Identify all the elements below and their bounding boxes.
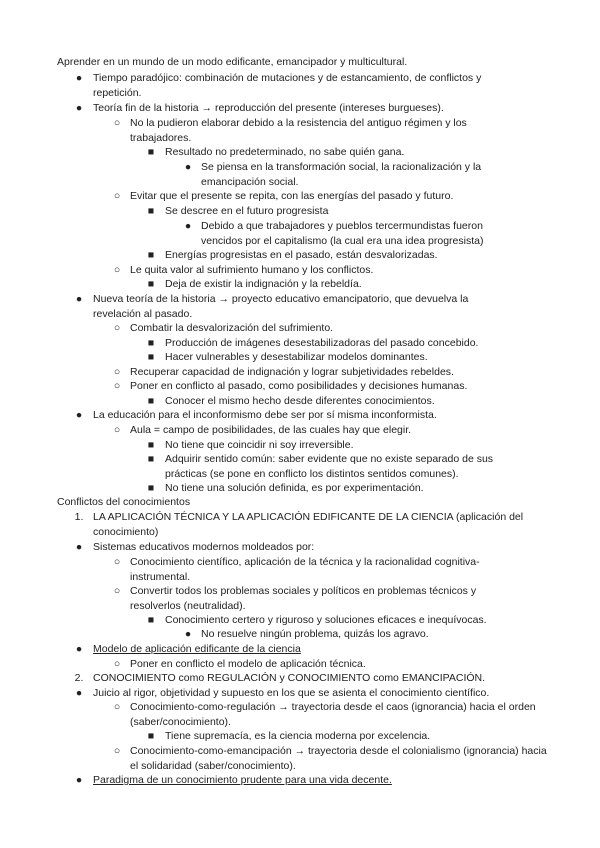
list-item-text: Combatir la desvalorización del sufrimiento. (130, 322, 334, 334)
bullet-marker: ■ (147, 395, 155, 407)
list-item-text: No tiene que coincidir ni soy irreversible. (165, 439, 354, 451)
list-item-text: Conocer el mismo hecho desde diferentes conocimientos. (165, 395, 435, 407)
list-item-text: Teoría fin de la historia → reproducción del presente (intereses burgueses). (93, 102, 444, 114)
bullet-marker: ● (75, 643, 83, 655)
list-item-text: Juicio al rigor, objetividad y supuesto en los que se asienta el conocimiento científico. (93, 687, 490, 699)
bullet-marker: ○ (113, 701, 121, 713)
list-item-text: Nueva teoría de la historia → proyecto educativo emancipatorio, que devuelva la revelación al pasado. (93, 293, 469, 320)
bullet-marker: ■ (147, 278, 155, 290)
paragraph-text: Aprender en un mundo de un modo edificante, emancipador y multicultural. (57, 56, 408, 68)
bullet-marker: ● (75, 774, 83, 786)
bullet-marker: ● (75, 541, 83, 553)
list-item-text: Paradigma de un conocimiento prudente para una vida decente. (93, 774, 392, 786)
bullet-marker: ● (184, 628, 192, 640)
list-item-text: Convertir todos los problemas sociales y políticos en problemas técnicos y resolverlos (neutralidad). (130, 585, 477, 612)
bullet-marker: ■ (147, 146, 155, 158)
list-item-text: Le quita valor al sufrimiento humano y los conflictos. (130, 264, 374, 276)
bullet-marker: ■ (147, 614, 155, 626)
bullet-marker: ■ (147, 482, 155, 494)
bullet-marker: ■ (147, 337, 155, 349)
list-item-text: Se piensa en la transformación social, la racionalización y la emancipación social. (201, 161, 482, 188)
bullet-marker: ● (184, 161, 192, 173)
numbered-item-text: CONOCIMIENTO como REGULACIÓN y CONOCIMIENTO como EMANCIPACIÓN. (93, 672, 486, 684)
bullet-marker: ○ (113, 556, 121, 568)
list-item-text: Producción de imágenes desestabilizadoras del pasado concebido. (165, 337, 479, 349)
bullet-marker: ■ (147, 205, 155, 217)
numbered-item-text: LA APLICACIÓN TÉCNICA Y LA APLICACIÓN EDIFICANTE DE LA CIENCIA (aplicación del conocimiento) (93, 511, 524, 538)
bullet-marker: ○ (113, 322, 121, 334)
bullet-marker: ● (75, 687, 83, 699)
bullet-marker: ■ (147, 351, 155, 363)
bullet-marker: ■ (147, 249, 155, 261)
bullet-marker: ○ (113, 745, 121, 757)
bullet-marker: ○ (113, 190, 121, 202)
list-item-text: Adquirir sentido común: saber evidente que no existe separado de sus prácticas (se pone en conflicto los distintos sentidos comunes). (165, 453, 494, 480)
list-item-text: Evitar que el presente se repita, con las energías del pasado y futuro. (130, 190, 454, 202)
list-item-text: Aula = campo de posibilidades, de las cuales hay que elegir. (130, 424, 412, 436)
list-item-text: Poner en conflicto el modelo de aplicación técnica. (130, 658, 366, 670)
list-item-text: No tiene una solución definida, es por experimentación. (165, 482, 424, 494)
list-item-text: Hacer vulnerables y desestabilizar modelos dominantes. (165, 351, 428, 363)
list-item-text: Tiempo paradójico: combinación de mutaciones y de estancamiento, de conflictos y repetición. (93, 72, 482, 99)
bullet-marker: ■ (147, 453, 155, 465)
list-item-text: Conocimiento-como-regulación → trayectoria desde el caos (ignorancia) hacia el orden (saber/conocimiento). (130, 701, 536, 728)
list-item-text: Modelo de aplicación edificante de la ciencia (93, 643, 301, 655)
bullet-marker: ● (184, 220, 192, 232)
list-item-text: No la pudieron elaborar debido a la resistencia del antiguo régimen y los trabajadores. (130, 117, 467, 144)
list-item-text: Deja de existir la indignación y la rebeldía. (165, 278, 362, 290)
bullet-marker: ● (75, 72, 83, 84)
bullet-marker: ■ (147, 730, 155, 742)
bullet-marker: ■ (147, 439, 155, 451)
list-item-text: Debido a que trabajadores y pueblos tercermundistas fueron vencidos por el capitalismo (la cual era una idea progresista) (201, 220, 484, 247)
list-item-text: Tiene supremacía, es la ciencia moderna por excelencia. (165, 730, 431, 742)
bullet-marker: ○ (113, 658, 121, 670)
list-item-text: Poner en conflicto al pasado, como posibilidades y decisiones humanas. (130, 380, 468, 392)
list-item-text: La educación para el inconformismo debe ser por sí misma inconformista. (93, 409, 437, 421)
list-item-text: Conocimiento científico, aplicación de la técnica y la racionalidad cognitiva-instrumental. (130, 556, 480, 583)
number-marker: 2. (74, 672, 84, 684)
bullet-marker: ○ (113, 380, 121, 392)
list-item-text: Sistemas educativos modernos moldeados por: (93, 541, 315, 553)
number-marker: 1. (74, 511, 84, 523)
bullet-marker: ○ (113, 117, 121, 129)
list-item-text: Resultado no predeterminado, no sabe quién gana. (165, 146, 405, 158)
bullet-marker: ○ (113, 264, 121, 276)
section-heading-text: Conflictos del conocimientos (57, 496, 191, 508)
list-item-text: Conocimiento-como-emancipación → trayectoria desde el colonialismo (ignorancia) hacia el solidaridad (saber/conocimiento). (130, 745, 547, 772)
bullet-marker: ○ (113, 424, 121, 436)
list-item-text: Conocimiento certero y riguroso y soluciones eficaces e inequívocas. (165, 614, 487, 626)
list-item-text: Energías progresistas en el pasado, están desvalorizadas. (165, 249, 438, 261)
bullet-marker: ○ (113, 585, 121, 597)
bullet-marker: ○ (113, 366, 121, 378)
list-item-text: Recuperar capacidad de indignación y lograr subjetividades rebeldes. (130, 366, 454, 378)
bullet-marker: ● (75, 409, 83, 421)
bullet-marker: ● (75, 293, 83, 305)
bullet-marker: ● (75, 102, 83, 114)
list-item-text: Se descree en el futuro progresista (165, 205, 329, 217)
list-item-text: No resuelve ningún problema, quizás los agravo. (201, 628, 429, 640)
